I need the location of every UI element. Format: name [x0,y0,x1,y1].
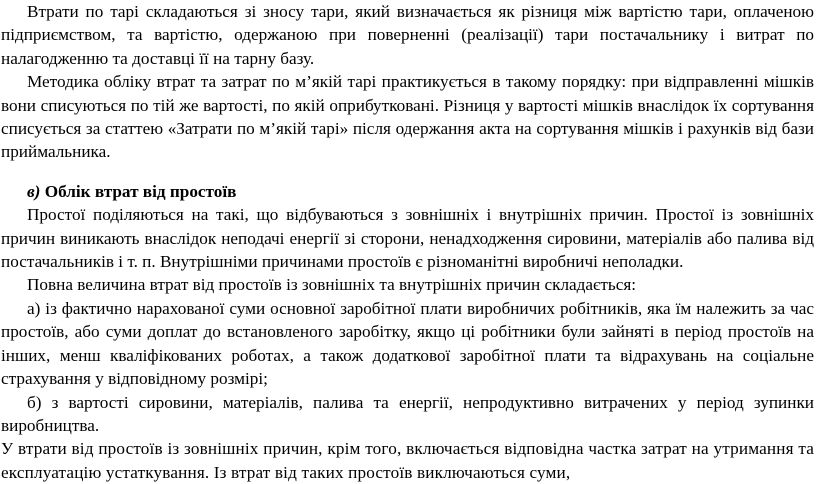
section-marker: в) [27,181,41,201]
section-heading [1,180,814,203]
paragraph-tare-losses: Втрати по тарі складаються зі зносу тари, який визначається як різниця між вартістю тари, оплаченою підприємством, та вартістю, одержаною при поверненні (реалізації) тари постачальнику і витрат по налагодженню та доставці її на тарну базу. [1,2,814,68]
list-item-a: а) із фактично нарахованої суми основної заробітної плати виробничих робітників, яка їм належить за час простоїв, або суми доплат до встановленого заробітку, якщо ці робітники були зайняті в період простоїв на інших, менш кваліфікованих роботах, а також додаткової заробітної плати та відрахувань на соціальне страхування у відповідному розмірі; [1,298,814,389]
paragraph-downtime-total: Повна величина втрат від простоїв із зовнішніх та внутрішніх причин складається: [27,275,637,295]
list-item-b: б) з вартості сировини, матеріалів, палива та енергії, непродуктивно витрачених у період зупинки виробництва. [1,392,814,435]
paragraph-external-downtime: У втрати від простоїв із зовнішніх причин, крім того, включається відповідна частка затрат на утримання та експлуатацію устаткування. Із втрат від таких простоїв виключаються суми, [1,439,814,482]
paragraph-downtime-types: Простої поділяються на такі, що відбуваються з зовнішніх і внутрішніх причин. Простої із зовнішніх причин виникають внаслідок неподачі енергії зі сторони, ненадходження сировини, матеріалів або палива від постачальників і т. п. Внутрішніми причинами простоїв є різноманітні виробничі неполадки. [1,205,814,272]
section-title: Облік втрат від простоїв [44,181,237,201]
paragraph-soft-tare-method: Методика обліку втрат та затрат по м’якій тарі практикується в такому порядку: при відправленні мішків вони списуються по тій же вартості, по якій оприбутковані. Різниця у вартості мішків внаслідок їх сортування списується за статтею «Затрати по м’якій тарі» після одержання акта на сортування мішків і рахунків від бази приймальника. [1,72,814,162]
